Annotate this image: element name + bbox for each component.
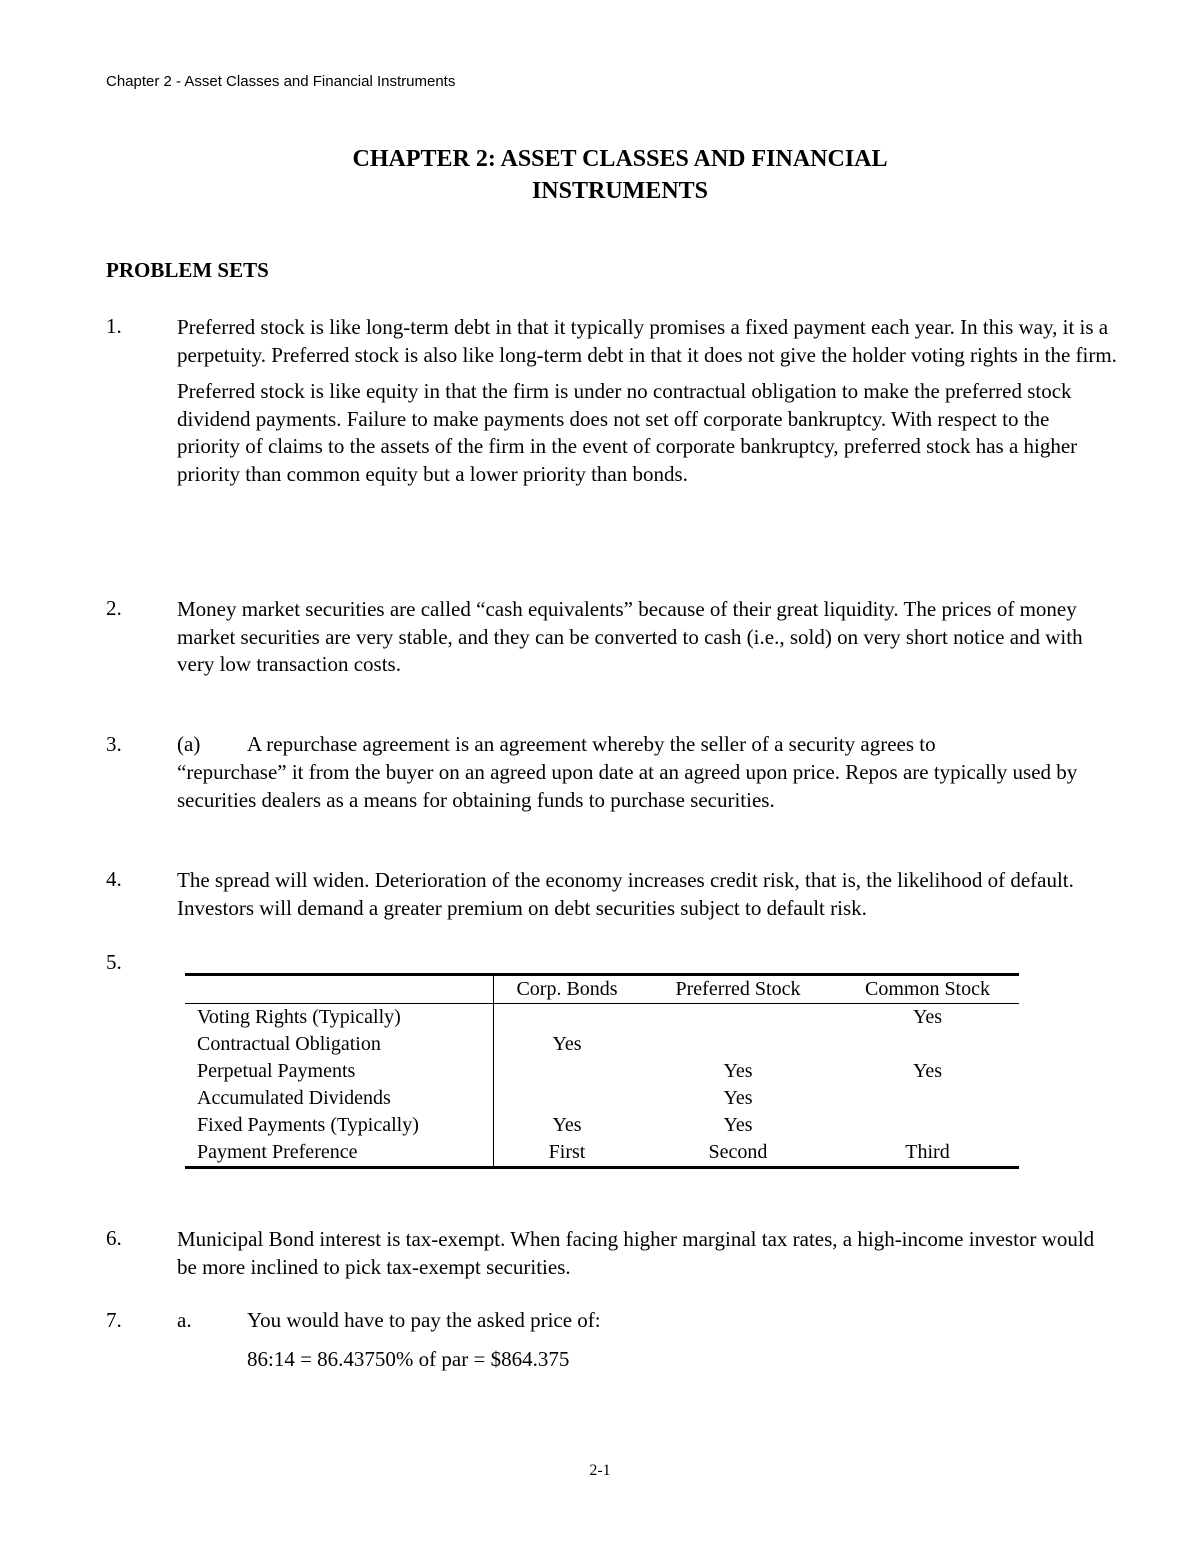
comparison-table [185,973,1019,1169]
problem-1-answer [177,314,1117,488]
row-label: Perpetual Payments [185,1058,494,1085]
problem-6-answer: Municipal Bond interest is tax-exempt. When facing higher marginal tax rates, a high-income investor would be more inclined to pick tax-exempt securities. [177,1227,1095,1279]
problem-7-part-label: a. [177,1308,192,1332]
cell-preferred-stock [640,1031,836,1058]
running-header: Chapter 2 - Asset Classes and Financial Instruments [106,73,456,90]
problem-4-number: 4. [106,867,122,891]
cell-corp-bonds [494,1085,641,1112]
cell-preferred-stock: Second [708,1141,768,1163]
table-row [185,1031,1019,1058]
problem-5-number: 5. [106,950,122,974]
problem-3-answer: “repurchase” it from the buyer on an agreed upon date at an agreed upon price. Repos are typically used by securities dealers as a means for obtaining funds to purchase securities. [177,760,1078,812]
cell-corp-bonds: First [548,1141,586,1163]
cell-preferred-stock [640,1004,836,1032]
cell-common-stock: Yes [912,1006,943,1028]
cell-corp-bonds [494,1004,641,1032]
cell-corp-bonds [494,1058,641,1085]
problem-6-number: 6. [106,1226,122,1250]
chapter-title-line-1: CHAPTER 2: ASSET CLASSES AND FINANCIAL [352,146,888,172]
table-row [185,1139,1019,1168]
cell-common-stock: Yes [912,1060,943,1082]
row-label: Accumulated Dividends [185,1085,494,1112]
table-header-row [185,975,1019,1004]
problem-1-number: 1. [106,314,122,338]
header-blank [185,975,494,1004]
row-label: Fixed Payments (Typically) [185,1112,494,1139]
problem-3-number: 3. [106,732,122,756]
row-label: Contractual Obligation [185,1031,494,1058]
problem-1-paragraph-1: Preferred stock is like long-term debt in that it typically promises a fixed payment each year. In this way, it is a perpetuity. Preferred stock is also like long-term debt in that it does not give the holder voting rights in the firm. [177,315,1117,367]
header-corp-bonds: Corp. Bonds [516,978,618,1000]
section-heading: PROBLEM SETS [106,258,269,282]
problem-3-part-label: (a) [177,732,201,756]
cell-preferred-stock: Yes [723,1060,753,1082]
problem-7-number: 7. [106,1308,122,1332]
cell-common-stock [836,1085,1019,1112]
problem-2-answer: Money market securities are called “cash equivalents” because of their great liquidity. The prices of money market securities are very stable, and they can be converted to cash (i.e., sold) on very short notice and with very low transaction costs. [177,597,1083,676]
cell-common-stock [836,1031,1019,1058]
cell-preferred-stock: Yes [723,1114,753,1136]
problem-2-number: 2. [106,596,122,620]
cell-corp-bonds: Yes [552,1114,582,1136]
chapter-title [0,143,1200,207]
header-preferred-stock: Preferred Stock [675,978,801,1000]
problem-4-answer: The spread will widen. Deterioration of the economy increases credit risk, that is, the likelihood of default. Investors will demand a greater premium on debt securities subject to default risk. [177,868,1074,920]
problem-7-answer: You would have to pay the asked price of: [247,1308,601,1332]
row-label: Voting Rights (Typically) [185,1004,494,1032]
cell-common-stock: Third [905,1141,950,1163]
table-row [185,1004,1019,1032]
header-common-stock: Common Stock [864,978,990,1000]
cell-common-stock [836,1112,1019,1139]
page-number: 2-1 [589,1462,611,1479]
problem-1-paragraph-2: Preferred stock is like equity in that the firm is under no contractual obligation to make the preferred stock dividend payments. Failure to make payments does not set off corporate bankruptcy. With respect to the priority of claims to the assets of the firm in the event of corporate bankruptcy, preferred stock has a higher priority than common equity but a lower priority than bonds. [177,379,1078,486]
cell-corp-bonds: Yes [552,1033,582,1055]
row-label: Payment Preference [185,1139,494,1168]
table-row [185,1112,1019,1139]
problem-3-first-line: A repurchase agreement is an agreement whereby the seller of a security agrees to [247,732,936,756]
cell-preferred-stock: Yes [723,1087,753,1109]
problem-7-calculation: 86:14 = 86.43750% of par = $864.375 [247,1347,570,1371]
table-row [185,1058,1019,1085]
chapter-title-line-2: INSTRUMENTS [531,178,709,204]
table-row [185,1085,1019,1112]
